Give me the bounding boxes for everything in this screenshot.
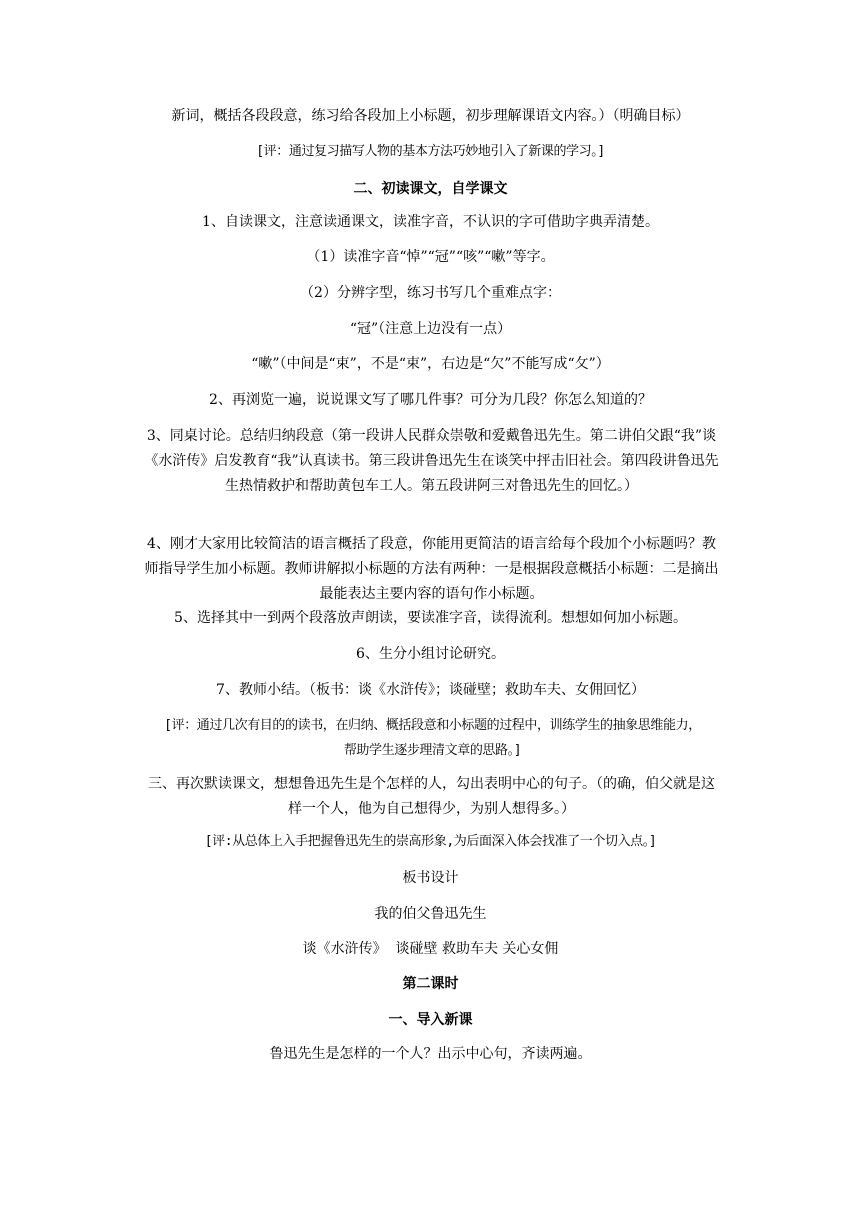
paragraph-text: 三、再次默读课文，想想鲁迅先生是个怎样的人，勾出表明中心的句子。（的确，伯父就是这样一个人，他为自己想得少，为别人想得多。）	[148, 776, 715, 817]
section-heading: 二、初读课文，自学课文	[353, 181, 508, 197]
text-line: “冠”（注意上边没有一点）	[349, 321, 512, 337]
review-comment: [评:从总体上入手把握鲁迅先生的崇高形象,为后面深入体会找准了一个切入点。]	[204, 834, 657, 849]
paragraph-text: 4、刚才大家用比较简洁的语言概括了段意，你能用更简洁的语言给每个段加个小标题吗？教师指导学生加小标题。教师讲解拟小标题的方法有两种：一是根据段意概括小标题：二是摘出最能表达主要内容的语句作小标题。	[144, 536, 719, 602]
text-line: 1、自读课文，注意读通课文，读准字音，不认识的字可借助字典弄清楚。	[202, 214, 659, 230]
text-line: 谈《水浒传》 谈碰壁 救助车夫 关心女佣	[302, 941, 559, 957]
text-line: “嗽”（中间是“束”，不是“束”，右边是“欠”不能写成“攵”）	[251, 356, 610, 372]
review-comment	[160, 713, 705, 763]
text-line: 鲁迅先生是怎样的一个人？出示中心句，齐读两遍。	[269, 1046, 592, 1062]
paragraph-text: 3、同桌讨论。总结归纳段意（第一段讲人民群众崇敬和爱戴鲁迅先生。第二讲伯父跟“我”谈《水浒传》启发教育“我”认真读书。第三段讲鲁迅先生在谈笑中抨击旧社会。第四段讲鲁迅先生热情救护和帮助黄包车工人。第五段讲阿三对鲁迅先生的回忆。）	[144, 428, 719, 494]
text-line: 新词，概括各段段意，练习给各段加上小标题，初步理解课语文内容。）（明确目标）	[171, 108, 690, 124]
text-line: （1）读准字音“悼”“冠”“咳”“嗽”等字。	[306, 249, 555, 265]
paragraph-text: [评：通过几次有目的的读书，在归纳、概括段意和小标题的过程中，训练学生的抽象思维能力，帮助学生逐步理清文章的思路。]	[164, 718, 701, 758]
paragraph	[143, 424, 720, 499]
text-line: 7、教师小结。（板书：谈《水浒传》；谈碰壁；救助车夫、女佣回忆）	[216, 682, 645, 698]
paragraph	[143, 772, 720, 822]
section-heading: 一、导入新课	[388, 1012, 473, 1028]
text-line: 我的伯父鲁迅先生	[374, 906, 487, 922]
text-line: 6、生分小组讨论研究。	[356, 646, 505, 662]
section-heading: 第二课时	[402, 976, 459, 992]
text-line: 2、再浏览一遍，说说课文写了哪几件事？可分为几段？你怎么知道的？	[209, 392, 652, 408]
board-design-title: 板书设计	[402, 870, 459, 886]
paragraph	[143, 532, 720, 607]
review-comment: [评：通过复习描写人物的基本方法巧妙地引入了新课的学习。]	[256, 144, 605, 159]
text-line: 5、选择其中一到两个段落放声朗读，要读准字音，读得流利。想想如何加小标题。	[174, 610, 687, 626]
text-line: （2）分辨字型，练习书写几个重难点字：	[300, 285, 561, 301]
